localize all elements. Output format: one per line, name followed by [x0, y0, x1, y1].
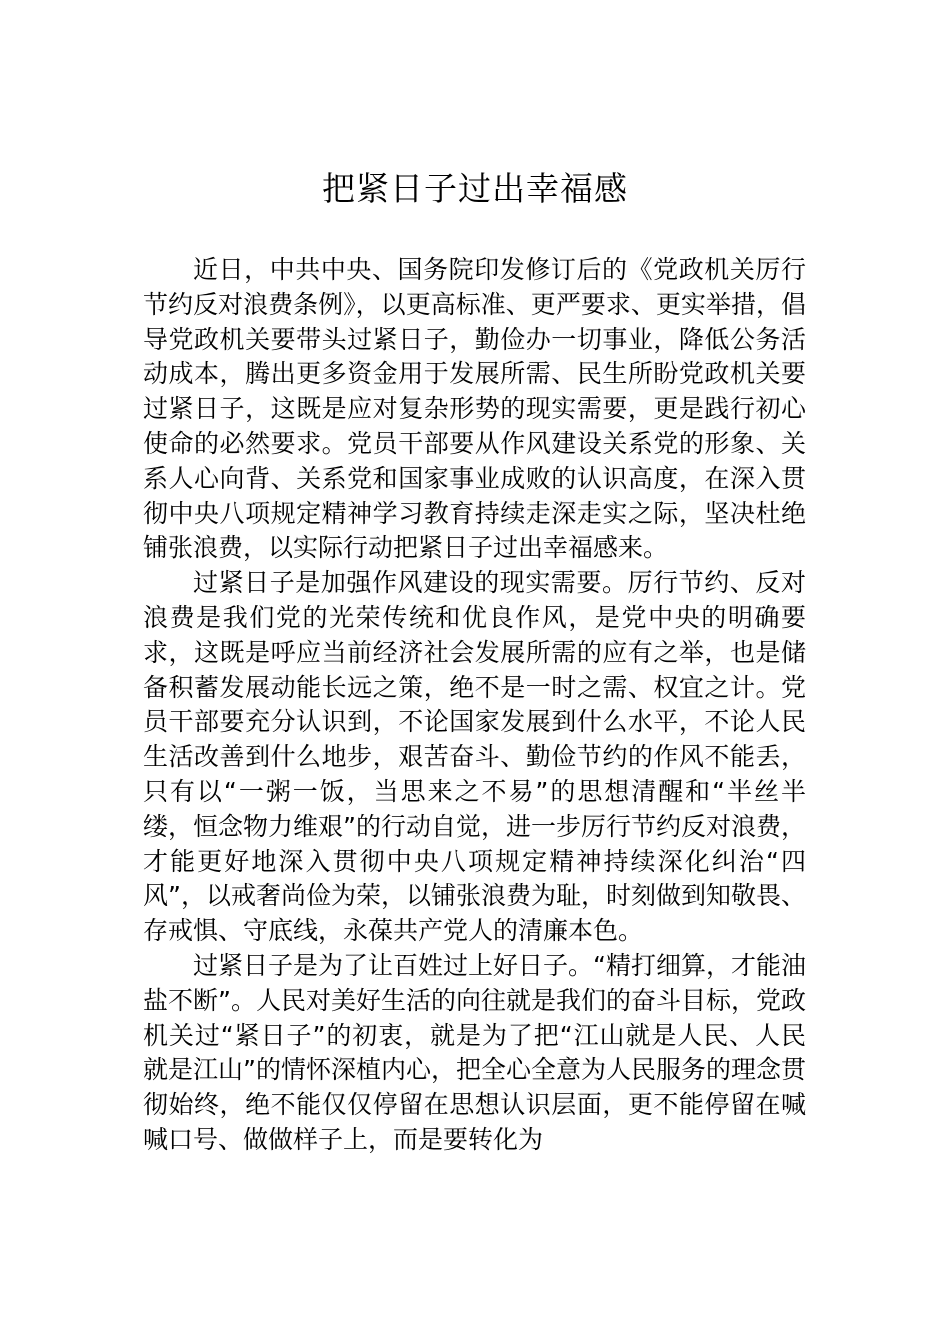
paragraph: 过紧日子是为了让百姓过上好日子。“精打细算，才能油盐不断”。人民对美好生活的向往就是我们的奋斗目标，党政机关过“紧日子”的初衷，就是为了把“江山就是人民、人民就是江山”的情怀深植内心，把全心全意为人民服务的理念贯彻始终，绝不能仅仅停留在思想认识层面，更不能停留在喊喊口号、做做样子上，而是要转化为 [143, 950, 806, 1154]
paragraph: 近日，中共中央、国务院印发修订后的《党政机关厉行节约反对浪费条例》，以更高标准、更严要求、更实举措，倡导党政机关要带头过紧日子，勤俭办一切事业，降低公务活动成本，腾出更多资金用于发展所需、民生所盼党政机关要过紧日子，这既是应对复杂形势的现实需要，更是践行初心使命的必然要求。党员干部要从作风建设关系党的形象、关系人心向背、关系党和国家事业成败的认识高度，在深入贯彻中央八项规定精神学习教育持续走深走实之际，坚决杜绝铺张浪费，以实际行动把紧日子过出幸福感来。 [143, 255, 806, 563]
page-title: 把紧日子过出幸福感 [322, 169, 628, 208]
article-body [143, 253, 806, 1158]
paragraph: 过紧日子是加强作风建设的现实需要。厉行节约、反对浪费是我们党的光荣传统和优良作风，是党中央的明确要求，这既是呼应当前经济社会发展所需的应有之举，也是储备积蓄发展动能长远之策，绝不是一时之需、权宜之计。党员干部要充分认识到，不论国家发展到什么水平，不论人民生活改善到什么地步，艰苦奋斗、勤俭节约的作风不能丢，只有以“一粥一饭，当思来之不易”的思想清醒和“半丝半缕，恒念物力维艰”的行动自觉，进一步厉行节约反对浪费，才能更好地深入贯彻中央八项规定精神持续深化纠治“四风”，以戒奢尚俭为荣，以铺张浪费为耻，时刻做到知敬畏、存戒惧、守底线，永葆共产党人的清廉本色。 [143, 568, 806, 946]
